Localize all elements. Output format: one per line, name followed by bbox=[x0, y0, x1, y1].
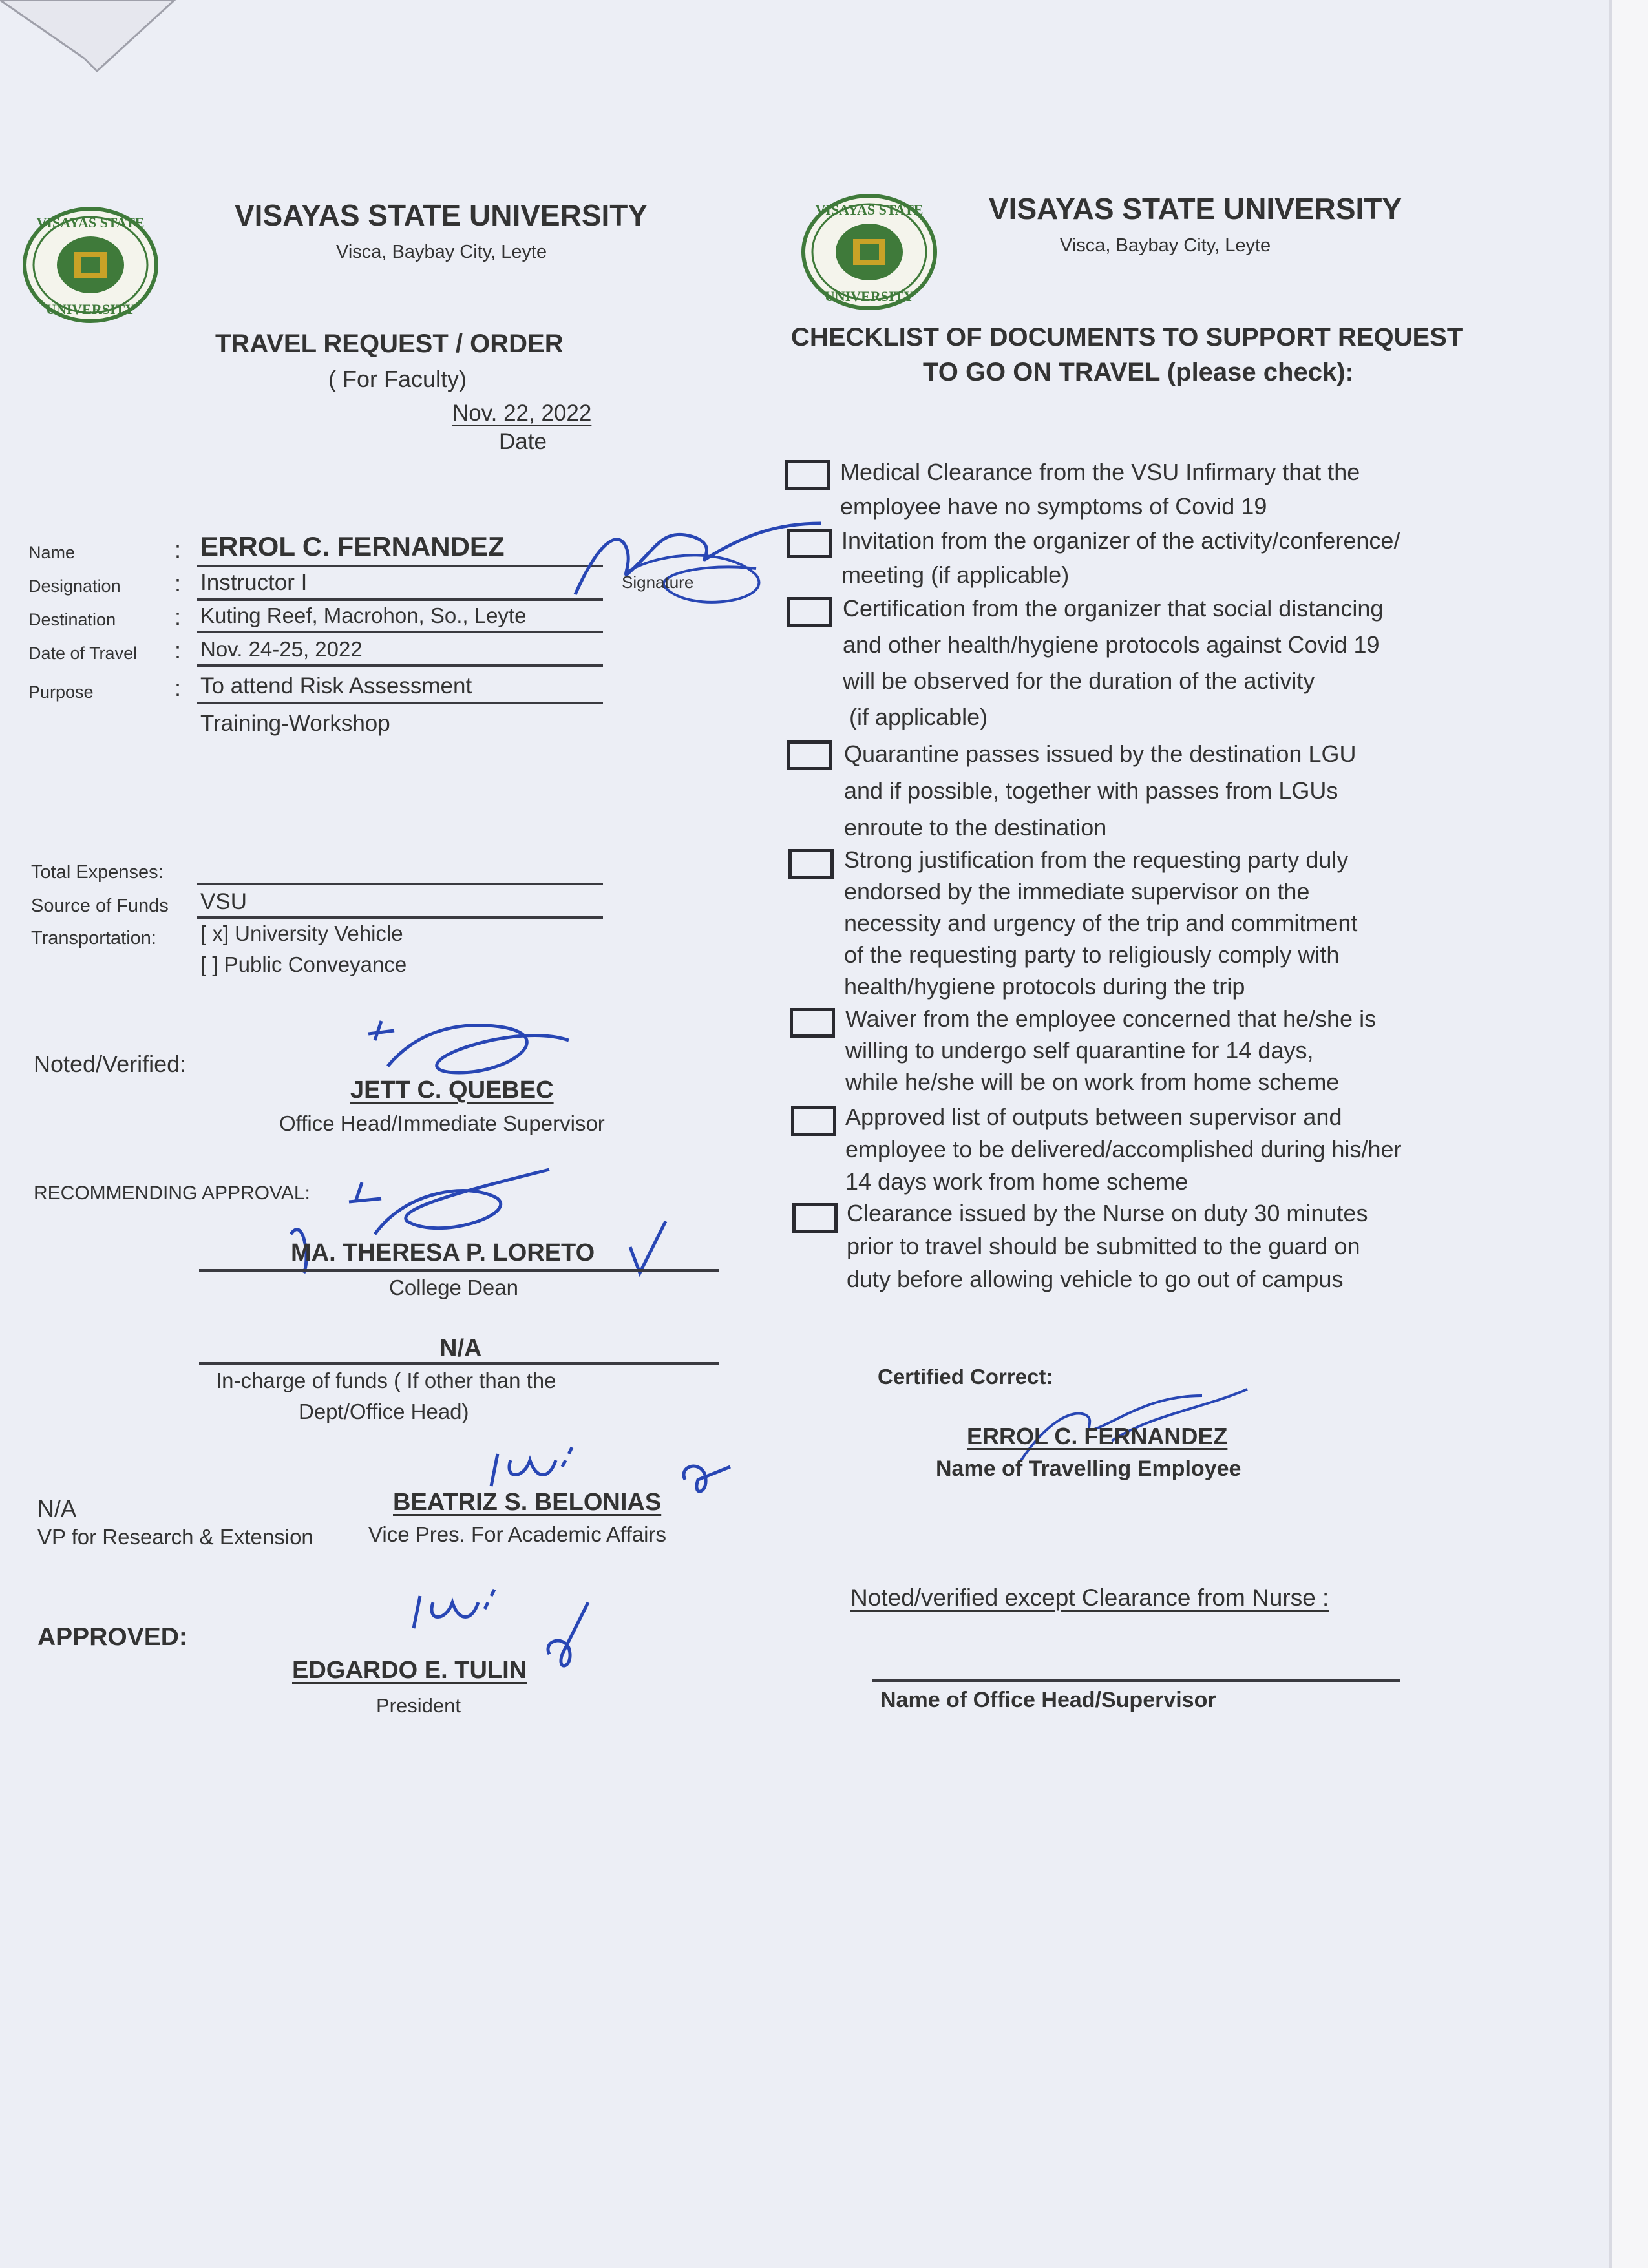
transport-option-university-vehicle: [ x] University Vehicle bbox=[200, 921, 403, 945]
field-label-designation: Designation bbox=[28, 576, 121, 596]
university-name: VISAYAS STATE UNIVERSITY bbox=[235, 198, 648, 232]
field-label-purpose: Purpose bbox=[28, 682, 94, 702]
page-edge bbox=[1609, 0, 1648, 2268]
dean-name: MA. THERESA P. LORETO bbox=[291, 1239, 595, 1266]
field-colon: : bbox=[174, 536, 182, 563]
vp-research-role: VP for Research & Extension bbox=[37, 1525, 313, 1549]
checklist-item-medical-clearance: Medical Clearance from the VSU Infirmary that the employee have no symptoms of Covid 19 bbox=[840, 459, 1360, 520]
funds-incharge-name: N/A bbox=[439, 1335, 482, 1362]
vp-academic-name: BEATRIZ S. BELONIAS bbox=[393, 1489, 662, 1516]
funds-incharge-role: In-charge of funds ( If other than the bbox=[216, 1369, 556, 1392]
checklist-item-approved-outputs: Approved list of outputs between supervisor and employee to be delivered/accomplished during his/her 14 days work from home scheme bbox=[845, 1104, 1402, 1195]
field-line-purpose bbox=[197, 702, 603, 704]
noted-except-nurse-label: Noted/verified except Clearance from Nurse : bbox=[850, 1584, 1329, 1611]
field-colon: : bbox=[174, 604, 182, 630]
signature-label: Signature bbox=[622, 572, 694, 592]
checklist-checkbox-invitation[interactable] bbox=[787, 529, 832, 558]
employee-name: ERROL C. FERNANDEZ bbox=[967, 1423, 1228, 1449]
field-label-destination: Destination bbox=[28, 610, 116, 629]
checklist-checkbox-approved-outputs[interactable] bbox=[791, 1106, 836, 1136]
office-head-label: Name of Office Head/Supervisor bbox=[880, 1688, 1216, 1712]
field-colon: : bbox=[174, 675, 182, 701]
checklist-checkbox-waiver[interactable] bbox=[790, 1008, 835, 1038]
field-colon: : bbox=[174, 570, 182, 596]
form-title: TRAVEL REQUEST / ORDER bbox=[215, 330, 564, 358]
president-name: EDGARDO E. TULIN bbox=[292, 1657, 527, 1684]
form-subtitle: ( For Faculty) bbox=[328, 366, 467, 392]
field-label-date-of-travel: Date of Travel bbox=[28, 644, 138, 663]
field-line-destination bbox=[197, 631, 603, 633]
university-address: Visca, Baybay City, Leyte bbox=[336, 242, 547, 262]
svg-text:VISAYAS STATE: VISAYAS STATE bbox=[815, 202, 924, 218]
approved-label: APPROVED: bbox=[37, 1623, 187, 1651]
dean-signature-line bbox=[199, 1269, 719, 1272]
funds-incharge-role-line2: Dept/Office Head) bbox=[299, 1400, 469, 1423]
checklist-item-strong-justification: Strong justification from the requesting party duly endorsed by the immediate supervisor on the necessity and urgency of the trip and commitment of the requesting party to religiously comply with health/hygiene protocols during the trip bbox=[844, 846, 1358, 1000]
recommending-approval-label: RECOMMENDING APPROVAL: bbox=[34, 1182, 310, 1204]
field-value-purpose-line2: Training-Workshop bbox=[200, 711, 390, 736]
certified-correct-label: Certified Correct: bbox=[878, 1365, 1053, 1389]
total-expenses-line bbox=[197, 883, 603, 885]
field-value-purpose: To attend Risk Assessment bbox=[200, 673, 472, 698]
office-head-signature-line bbox=[872, 1679, 1400, 1682]
svg-text:VISAYAS STATE: VISAYAS STATE bbox=[36, 215, 145, 231]
supervisor-name: JETT C. QUEBEC bbox=[350, 1076, 554, 1104]
svg-text:UNIVERSITY: UNIVERSITY bbox=[45, 301, 136, 317]
university-name: VISAYAS STATE UNIVERSITY bbox=[989, 192, 1402, 226]
request-date-value: Nov. 22, 2022 bbox=[452, 401, 592, 426]
checklist-title: CHECKLIST OF DOCUMENTS TO SUPPORT REQUEST bbox=[791, 323, 1463, 352]
dean-role: College Dean bbox=[389, 1276, 518, 1299]
vp-research-name: N/A bbox=[37, 1495, 77, 1522]
total-expenses-label: Total Expenses: bbox=[31, 862, 164, 883]
checklist-item-certification: Certification from the organizer that social distancing and other health/hygiene protocols against Covid 19 will be observed for the duration of the activity (if applicable) bbox=[843, 595, 1384, 730]
checklist-checkbox-strong-justification[interactable] bbox=[788, 849, 834, 879]
checklist-item-quarantine-passes: Quarantine passes issued by the destination LGU and if possible, together with passes from LGUs enroute to the destination bbox=[844, 740, 1357, 841]
employee-role: Name of Travelling Employee bbox=[936, 1456, 1241, 1481]
field-value-date-of-travel: Nov. 24-25, 2022 bbox=[200, 637, 363, 661]
vp-academic-role: Vice Pres. For Academic Affairs bbox=[368, 1522, 666, 1546]
source-of-funds-label: Source of Funds bbox=[31, 896, 169, 916]
field-value-name: ERROL C. FERNANDEZ bbox=[200, 531, 505, 562]
field-line-designation bbox=[197, 598, 603, 601]
checklist-item-waiver: Waiver from the employee concerned that he/she is willing to undergo self quarantine for 14 days, while he/she will be on work from home scheme bbox=[845, 1005, 1377, 1095]
field-label-name: Name bbox=[28, 543, 76, 562]
checklist-title-line2: TO GO ON TRAVEL (please check): bbox=[923, 358, 1354, 386]
university-address: Visca, Baybay City, Leyte bbox=[1060, 235, 1271, 256]
president-role: President bbox=[376, 1694, 461, 1717]
field-line-date-of-travel bbox=[197, 664, 603, 667]
checklist-checkbox-medical-clearance[interactable] bbox=[785, 460, 830, 490]
funds-incharge-line bbox=[199, 1362, 719, 1365]
checklist-item-nurse-clearance: Clearance issued by the Nurse on duty 30 minutes prior to travel should be submitted to the guard on duty before allowing vehicle to go out of campus bbox=[847, 1200, 1368, 1292]
university-seal-icon bbox=[801, 194, 937, 310]
transportation-label: Transportation: bbox=[31, 928, 156, 949]
field-colon: : bbox=[174, 637, 182, 664]
checklist-checkbox-nurse-clearance[interactable] bbox=[792, 1203, 838, 1233]
field-value-destination: Kuting Reef, Macrohon, So., Leyte bbox=[200, 604, 527, 627]
noted-verified-label: Noted/Verified: bbox=[34, 1051, 187, 1077]
source-of-funds-value: VSU bbox=[200, 889, 247, 914]
field-line-name bbox=[197, 565, 603, 567]
svg-text:UNIVERSITY: UNIVERSITY bbox=[824, 288, 914, 304]
field-value-designation: Instructor I bbox=[200, 570, 308, 595]
university-seal-icon bbox=[23, 207, 158, 323]
folded-corner-mark bbox=[0, 0, 194, 84]
request-date-label: Date bbox=[499, 429, 547, 454]
checklist-checkbox-quarantine-passes[interactable] bbox=[787, 740, 832, 770]
transport-option-public-conveyance: [ ] Public Conveyance bbox=[200, 952, 407, 976]
checklist-item-invitation: Invitation from the organizer of the activity/conference/ meeting (if applicable) bbox=[841, 527, 1400, 588]
supervisor-role: Office Head/Immediate Supervisor bbox=[279, 1111, 605, 1135]
source-of-funds-line bbox=[197, 916, 603, 919]
checklist-checkbox-certification[interactable] bbox=[787, 597, 832, 627]
